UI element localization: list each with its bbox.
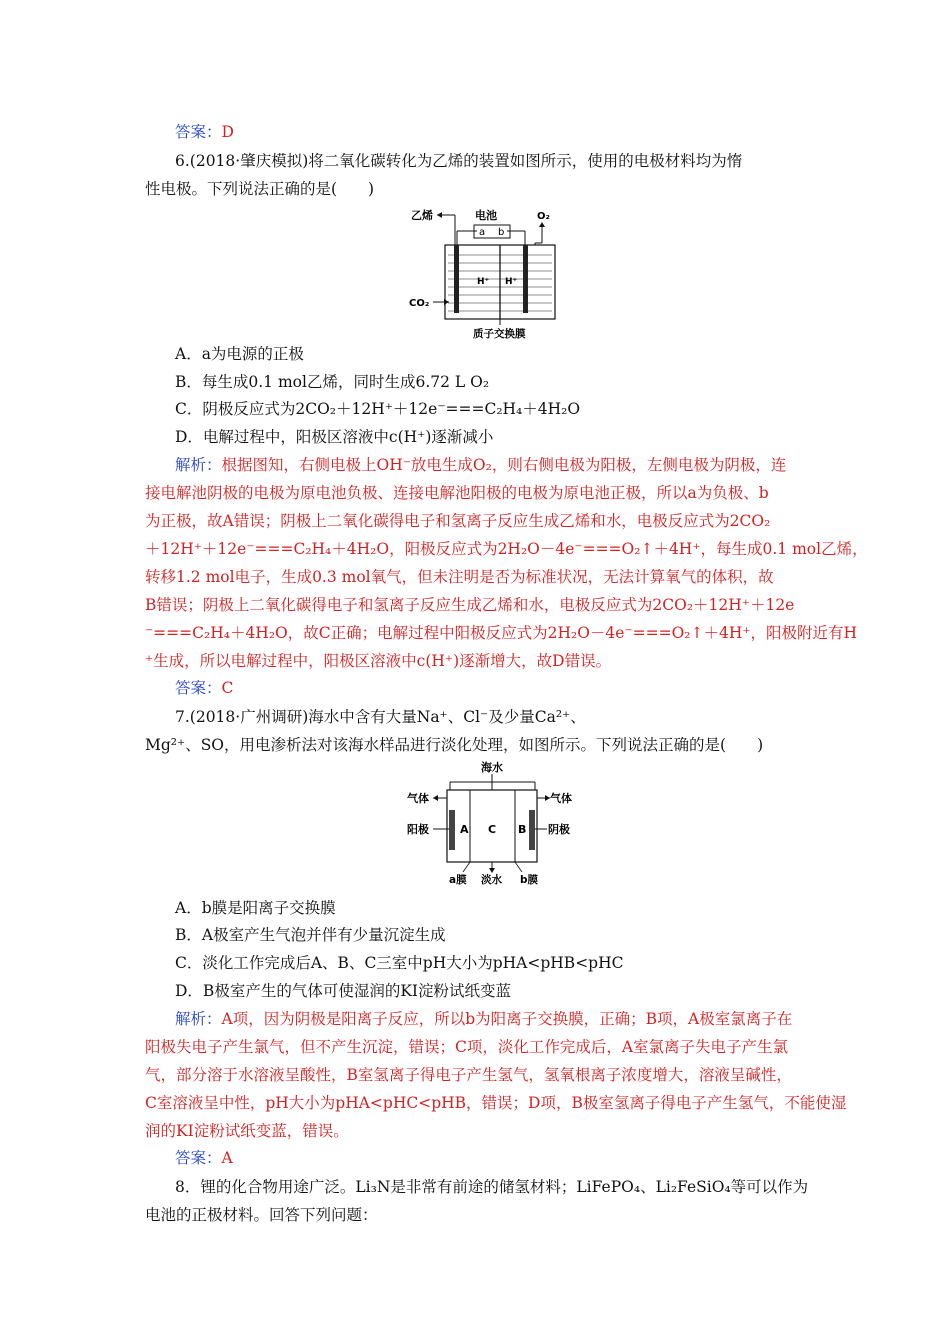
q6-option-d: D．电解过程中，阳极区溶液中c(H⁺)逐渐减小	[175, 428, 494, 446]
fig2-a-membrane-label: a膜	[449, 874, 467, 885]
q7-analysis-line5: 润的KI淀粉试纸变蓝，错误。	[145, 1122, 349, 1140]
fig1-h-left: H⁺	[477, 277, 490, 287]
q6-electrolysis-figure	[405, 205, 570, 340]
q6-stem-line2: 性电极。下列说法正确的是( )	[145, 180, 375, 198]
q8-stem-line2: 电池的正极材料。回答下列问题：	[145, 1206, 378, 1224]
q7-option-d: D．B极室产生的气体可使湿润的KI淀粉试纸变蓝	[175, 982, 512, 1000]
fig2-fresh-water-label: 淡水	[481, 874, 502, 885]
fig1-o2-label: O₂	[537, 211, 550, 222]
q8-stem-line1: 8．锂的化合物用途广泛。Li₃N是非常有前途的储氢材料；LiFePO₄、Li₂FeSiO₄等可以作为	[175, 1178, 809, 1196]
q7-electrodialysis-figure	[405, 760, 580, 885]
q6-option-a: A．a为电源的正极	[175, 345, 304, 363]
q6-analysis-line4: ＋12H⁺＋12e⁻===C₂H₄＋4H₂O，阳极反应式为2H₂O－4e⁻===O₂↑＋4H⁺，每生成0.1 mol乙烯，	[145, 540, 868, 558]
answer-value: D	[221, 123, 234, 141]
q6-answer-label: 答案：	[175, 679, 222, 697]
q6-answer-value: C	[221, 679, 234, 697]
q6-analysis-line5: 转移1.2 mol电子，生成0.3 mol氧气，但未注明是否为标准状况，无法计算氧气的体积，故	[145, 568, 774, 586]
q6-stem-line1: 6.(2018·肇庆模拟)将二氧化碳转化为乙烯的装置如图所示，使用的电极材料均为惰	[175, 152, 743, 170]
q6-analysis-line8: ⁺生成，所以电解过程中，阳极区溶液中c(H⁺)逐渐增大，故D错误。	[145, 652, 612, 670]
fig2-chamber-b: B	[518, 823, 527, 836]
fig2-seawater-label: 海水	[481, 761, 503, 774]
fig1-ethylene-label: 乙烯	[411, 209, 433, 222]
fig1-a-terminal: a	[479, 227, 486, 238]
q6-analysis-line7: ⁻===C₂H₄＋4H₂O，故C正确；电解过程中阳极反应式为2H₂O－4e⁻===O₂↑＋4H⁺，阳极附近有H	[145, 624, 858, 642]
fig2-anode-label: 阳极	[407, 823, 429, 836]
q7-analysis-line4: C室溶液呈中性，pH大小为pHA<pHC<pHB，错误；D项，B极室氢离子得电子产生氢气，不能使湿	[145, 1094, 847, 1112]
q7-analysis-line2: 阳极失电子产生氯气，但不产生沉淀，错误；C项，淡化工作完成后，A室氯离子失电子产生氯	[145, 1038, 789, 1056]
q7-answer-value: A	[221, 1149, 233, 1167]
fig2-cathode-label: 阴极	[548, 823, 570, 836]
fig2-chamber-c: C	[488, 823, 497, 836]
fig1-h-right: H⁺	[505, 277, 518, 287]
q6-analysis-label: 解析：	[175, 456, 222, 474]
fig1-co2-label: CO₂	[409, 298, 430, 309]
fig1-b-terminal: b	[498, 227, 505, 238]
fig2-b-membrane-label: b膜	[520, 874, 539, 885]
q7-answer-line	[175, 1147, 825, 1169]
q7-stem-line2: Mg²⁺、SO，用电渗析法对该海水样品进行淡化处理，如图所示。下列说法正确的是( )	[145, 736, 764, 754]
q6-analysis-line2: 接电解池阴极的电极为原电池负极、连接电解池阳极的电极为原电池正极，所以a为负极、b	[145, 484, 769, 502]
q7-answer-label: 答案：	[175, 1149, 222, 1167]
q7-stem-line1: 7.(2018·广州调研)海水中含有大量Na⁺、Cl⁻及少量Ca²⁺、	[175, 708, 586, 726]
q6-option-c: C．阴极反应式为2CO₂＋12H⁺＋12e⁻===C₂H₄＋4H₂O	[175, 400, 581, 418]
q6-analysis-line3: 为正极，故A错误；阴极上二氧化碳得电子和氢离子反应生成乙烯和水，电极反应式为2CO₂	[145, 512, 771, 530]
q6-option-b: B．每生成0.1 mol乙烯，同时生成6.72 L O₂	[175, 373, 490, 391]
q7-option-c: C．淡化工作完成后A、B、C三室中pH大小为pHA<pHB<pHC	[175, 954, 624, 972]
q6-answer-line	[175, 677, 825, 699]
q7-analysis-label: 解析：	[175, 1010, 222, 1028]
answer-label: 答案：	[175, 123, 222, 141]
q7-analysis-line3: 气，部分溶于水溶液呈酸性，B室氢离子得电子产生氢气，氢氧根离子浓度增大，溶液呈碱性，	[145, 1066, 792, 1084]
q7-analysis-line1	[175, 1008, 825, 1030]
fig2-chamber-a: A	[460, 823, 469, 836]
fig1-battery-label: 电池	[475, 209, 497, 222]
answer-line-q5	[175, 121, 825, 143]
fig2-gas-right: 气体	[550, 792, 572, 805]
q7-option-b: B．A极室产生气泡并伴有少量沉淀生成	[175, 926, 446, 944]
fig1-membrane-label: 质子交换膜	[473, 328, 526, 340]
q7-option-a: A．b膜是阳离子交换膜	[175, 899, 336, 917]
fig2-gas-left: 气体	[407, 792, 429, 805]
q6-analysis-line6: B错误；阴极上二氧化碳得电子和氢离子反应生成乙烯和水，电极反应式为2CO₂＋12H⁺＋12e	[145, 596, 795, 614]
q7-analysis-text1: A项，因为阴极是阳离子反应，所以b为阳离子交换膜，正确；B项，A极室氯离子在	[221, 1010, 793, 1028]
q6-analysis-text1: 根据图知，右侧电极上OH⁻放电生成O₂，则右侧电极为阳极，左侧电极为阴极，连	[221, 456, 787, 474]
q6-analysis-line1	[175, 454, 825, 476]
